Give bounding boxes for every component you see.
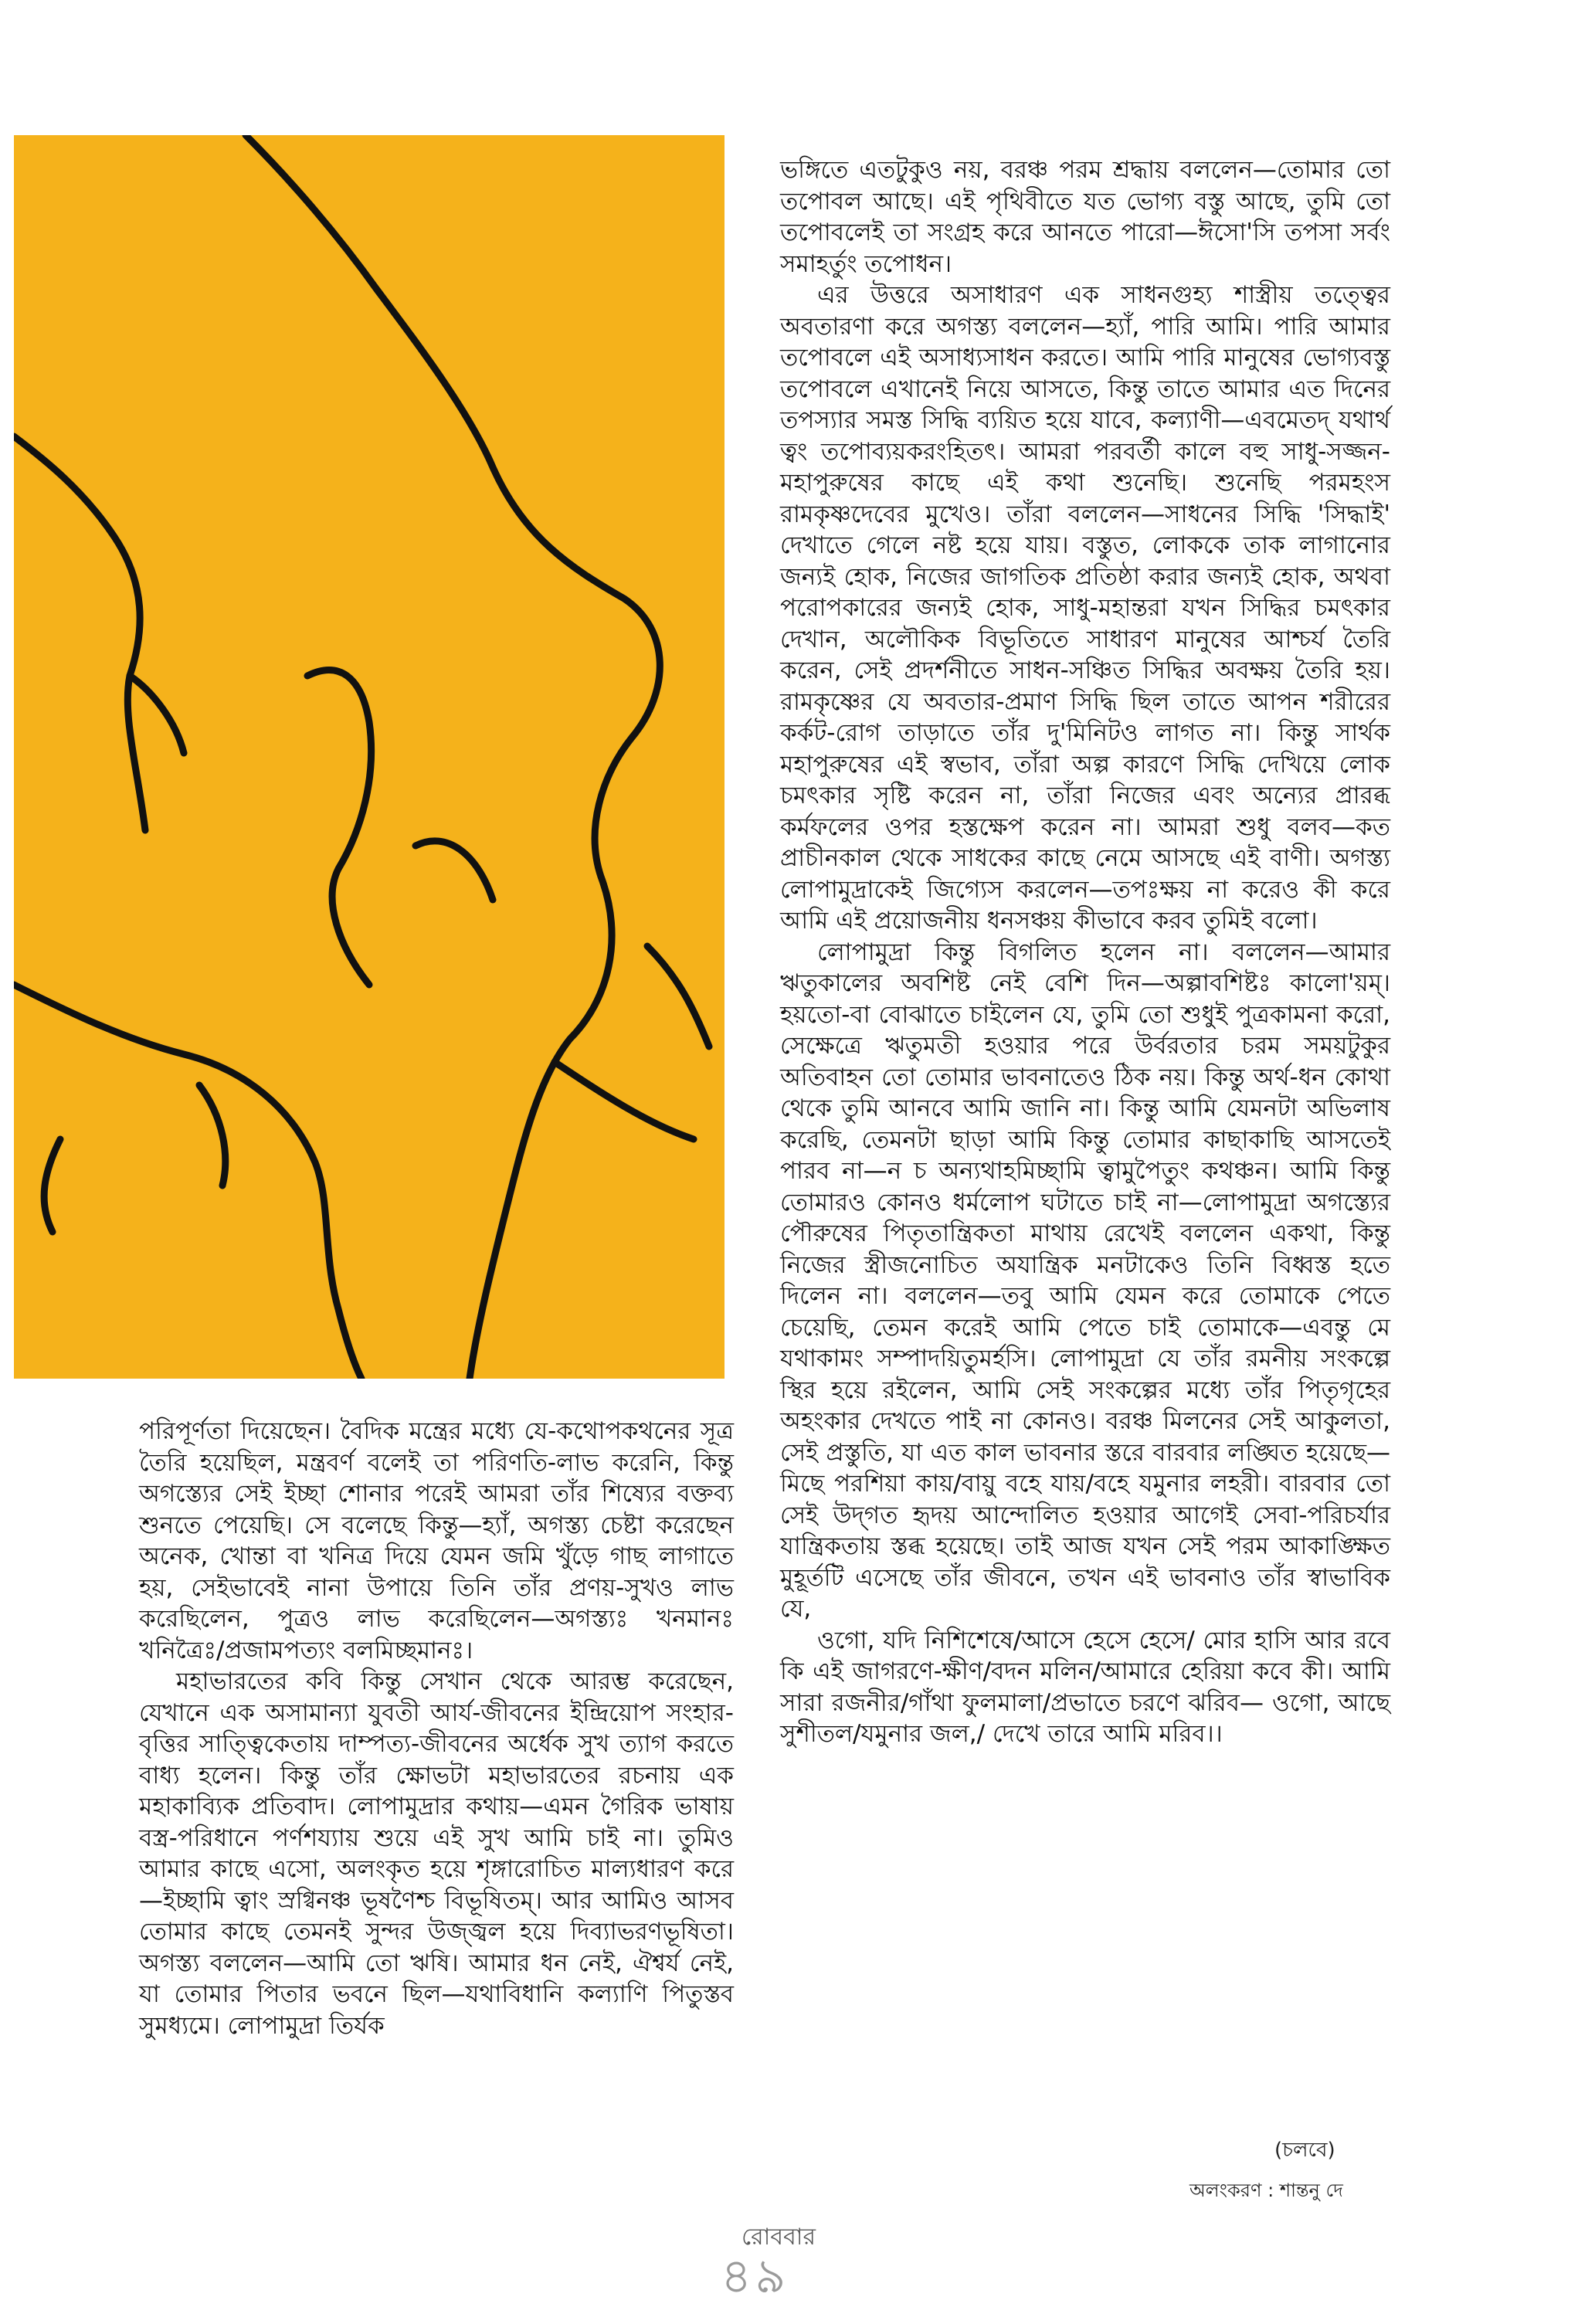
right-column — [780, 154, 1390, 1750]
continued-label: (চলবে) — [1274, 2139, 1335, 2162]
right-paragraph-2: এর উত্তরে অসাধারণ এক সাধনগুহ্য শাস্ত্রীয় তত্ত্বের অবতারণা করে অগস্ত্য বললেন—হ্যাঁ, পারি আমি। পারি আমার তপোবলে এই অসাধ্যসাধন করতে। আমি পারি মানুষের ভোগ্যবস্তু তপোবলে এখানেই নিয়ে আসতে, কিন্তু তাতে আমার এত দিনের তপস্যার সমস্ত সিদ্ধি ব্যয়িত হয়ে যাবে, কল্যাণী—এবমেতদ্ যথার্থ ত্বং তপোব্যয়করংহিতৎ। আমরা পরবর্তী কালে বহু সাধু-সজ্জন-মহাপুরুষের কাছে এই কথা শুনেছি। শুনেছি পরমহংস রামকৃষ্ণদেবের মুখেও। তাঁরা বললেন—সাধনের সিদ্ধি 'সিদ্ধাই' দেখাতে গেলে নষ্ট হয়ে যায়। বস্তুত, লোককে তাক লাগানোর জন্যই হোক, নিজের জাগতিক প্রতিষ্ঠা করার জন্যই হোক, অথবা পরোপকারের জন্যই হোক, সাধু-মহান্তরা যখন সিদ্ধির চমৎকার দেখান, অলৌকিক বিভূতিতে সাধারণ মানুষের আশ্চর্য তৈরি করেন, সেই প্রদর্শনীতে সাধন-সঞ্চিত সিদ্ধির অবক্ষয় তৈরি হয়। রামকৃষ্ণের যে অবতার-প্রমাণ সিদ্ধি ছিল তাতে আপন শরীরের কর্কট-রোগ তাড়াতে তাঁর দু'মিনিটও লাগত না। কিন্তু সার্থক মহাপুরুষের এই স্বভাব, তাঁরা অল্প কারণে সিদ্ধি দেখিয়ে লোক চমৎকার সৃষ্টি করেন না, তাঁরা নিজের এবং অন্যের প্রারব্ধ কর্মফলের ওপর হস্তক্ষেপ করেন না। আমরা শুধু বলব—কত প্রাচীনকাল থেকে সাধকের কাছে নেমে আসছে এই বাণী। অগস্ত্য লোপামুদ্রাকেই জিগ্যেস করলেন—তপঃক্ষয় না করেও কী করে আমি এই প্রয়োজনীয় ধনসঞ্চয় কীভাবে করব তুমিই বলো। — [780, 281, 1390, 935]
right-paragraph-4: ওগো, যদি নিশিশেষে/আসে হেসে হেসে/ মোর হাসি আর রবে কি এই জাগরণে-ক্ষীণ/বদন মলিন/আমারে হেরিয়া কবে কী। আমি সারা রজনীর/গাঁথা ফুলমালা/প্রভাতে চরণে ঝরিব— ওগো, আছে সুশীতল/যমুনার জল,/ দেখে তারে আমি মরিব।। — [780, 1626, 1390, 1748]
right-paragraph-3: লোপামুদ্রা কিন্তু বিগলিত হলেন না। বললেন—আমার ঋতুকালের অবশিষ্ট নেই বেশি দিন—অল্পাবশিষ্টঃ কালো'য়ম্। হয়তো-বা বোঝাতে চাইলেন যে, তুমি তো শুধুই পুত্রকামনা করো, সেক্ষেত্রে ঋতুমতী হওয়ার পরে উর্বরতার চরম সময়টুকুর অতিবাহন তো তোমার ভাবনাতেও ঠিক নয়। কিন্তু অর্থ-ধন কোথা থেকে তুমি আনবে আমি জানি না। কিন্তু আমি যেমনটা অভিলাষ করেছি, তেমনটা ছাড়া আমি কিন্তু তোমার কাছাকাছি আসতেই পারব না—ন চ অন্যথাহমিচ্ছামি ত্বামুপৈতুং কথঞ্চন। আমি কিন্তু তোমারও কোনও ধর্মলোপ ঘটাতে চাই না—লোপামুদ্রা অগস্ত্যের পৌরুষের পিতৃতান্ত্রিকতা মাথায় রেখেই বললেন একথা, কিন্তু নিজের স্ত্রীজনোচিত অযান্ত্রিক মনটাকেও তিনি বিধ্বস্ত হতে দিলেন না। বললেন—তবু আমি যেমন করে তোমাকে পেতে চেয়েছি, তেমন করেই আমি পেতে চাই তোমাকে—এবন্তু মে যথাকামং সম্পাদয়িতুমর্হসি। লোপামুদ্রা যে তাঁর রমনীয় সংকল্পে স্থির হয়ে রইলেন, আমি সেই সংকল্পের মধ্যে তাঁর পিতৃগৃহের অহংকার দেখতে পাই না কোনও। বরঞ্চ মিলনের সেই আকুলতা, সেই প্রস্তুতি, যা এত কাল ভাবনার স্তরে বারবার লঙ্ঘিত হয়েছে—মিছে পরশিয়া কায়/বায়ু বহে যায়/বহে যমুনার লহরী। বারবার তো সেই উদ্‌গত হৃদয় আন্দোলিত হওয়ার আগেই সেবা-পরিচর্যার যান্ত্রিকতায় স্তব্ধ হয়েছে। তাই আজ যখন সেই পরম আকাঙ্ক্ষিত মুহূর্তটি এসেছে তাঁর জীবনে, তখন এই ভাবনাও তাঁর স্বাভাবিক যে, — [780, 938, 1390, 1623]
illustration — [14, 135, 725, 1379]
line-art-figures — [14, 135, 725, 1379]
right-paragraph-1: ভঙ্গিতে এতটুকুও নয়, বরঞ্চ পরম শ্রদ্ধায় বললেন—তোমার তো তপোবল আছে। এই পৃথিবীতে যত ভোগ্য বস্তু আছে, তুমি তো তপোবলেই তা সংগ্রহ করে আনতে পারো—ঈসো'সি তপসা সর্বং সমাহর্তুং তপোধন। — [780, 156, 1390, 278]
illustration-credit: অলংকরণ : শান্তনু দে — [1189, 2180, 1343, 2201]
left-paragraph-1: পরিপূর্ণতা দিয়েছেন। বৈদিক মন্ত্রের মধ্যে যে-কথোপকথনের সূত্র তৈরি হয়েছিল, মন্ত্রবর্ণ বলেই তা পরিণতি-লাভ করেনি, কিন্তু অগস্ত্যের সেই ইচ্ছা শোনার পরেই আমরা তাঁর শিষ্যের বক্তব্য শুনতে পেয়েছি। সে বলেছে কিন্তু—হ্যাঁ, অগস্ত্য চেষ্টা করেছেন অনেক, খোন্তা বা খনিত্র দিয়ে যেমন জমি খুঁড়ে গাছ লাগাতে হয়, সেইভাবেই নানা উপায়ে তিনি তাঁর প্রণয়-সুখও লাভ করেছিলেন, পুত্রও লাভ করেছিলেন—অগস্ত্যঃ খনমানঃ খনিত্রৈঃ/প্রজামপত্যং বলমিচ্ছমানঃ। — [139, 1417, 734, 1664]
left-paragraph-2: মহাভারতের কবি কিন্তু সেখান থেকে আরম্ভ করেছেন, যেখানে এক অসামান্যা যুবতী আর্য-জীবনের ইন্দ্রিয়োপ সংহার-বৃত্তির সাত্ত্বিকেতায় দাম্পত্য-জীবনের অর্ধেক সুখ ত্যাগ করতে বাধ্য হলেন। কিন্তু তাঁর ক্ষোভটা মহাভারতের রচনায় এক মহাকাব্যিক প্রতিবাদ। লোপামুদ্রার কথায়—এমন গৈরিক ভাষায় বস্ত্র-পরিধানে পর্ণশয্যায় শুয়ে এই সুখ আমি চাই না। তুমিও আমার কাছে এসো, অলংকৃত হয়ে শৃঙ্গারোচিত মাল্যধারণ করে—ইচ্ছামি ত্বাং স্রগ্বিনঞ্চ ভূষণৈশ্চ বিভূষিতম্। আর আমিও আসব তোমার কাছে তেমনই সুন্দর উজ্জ্বল হয়ে দিব্যাভরণভূষিতা। অগস্ত্য বললেন—আমি তো ঋষি। আমার ধন নেই, ঐশ্বর্য নেই, যা তোমার পিতার ভবনে ছিল—যথাবিধানি কল্যাণি পিতুস্তব সুমধ্যমে। লোপামুদ্রা তির্যক — [139, 1668, 734, 2040]
left-column — [139, 1416, 734, 2041]
page-number: ৪৯ — [721, 2248, 789, 2304]
magazine-name: রোববার — [741, 2224, 816, 2251]
